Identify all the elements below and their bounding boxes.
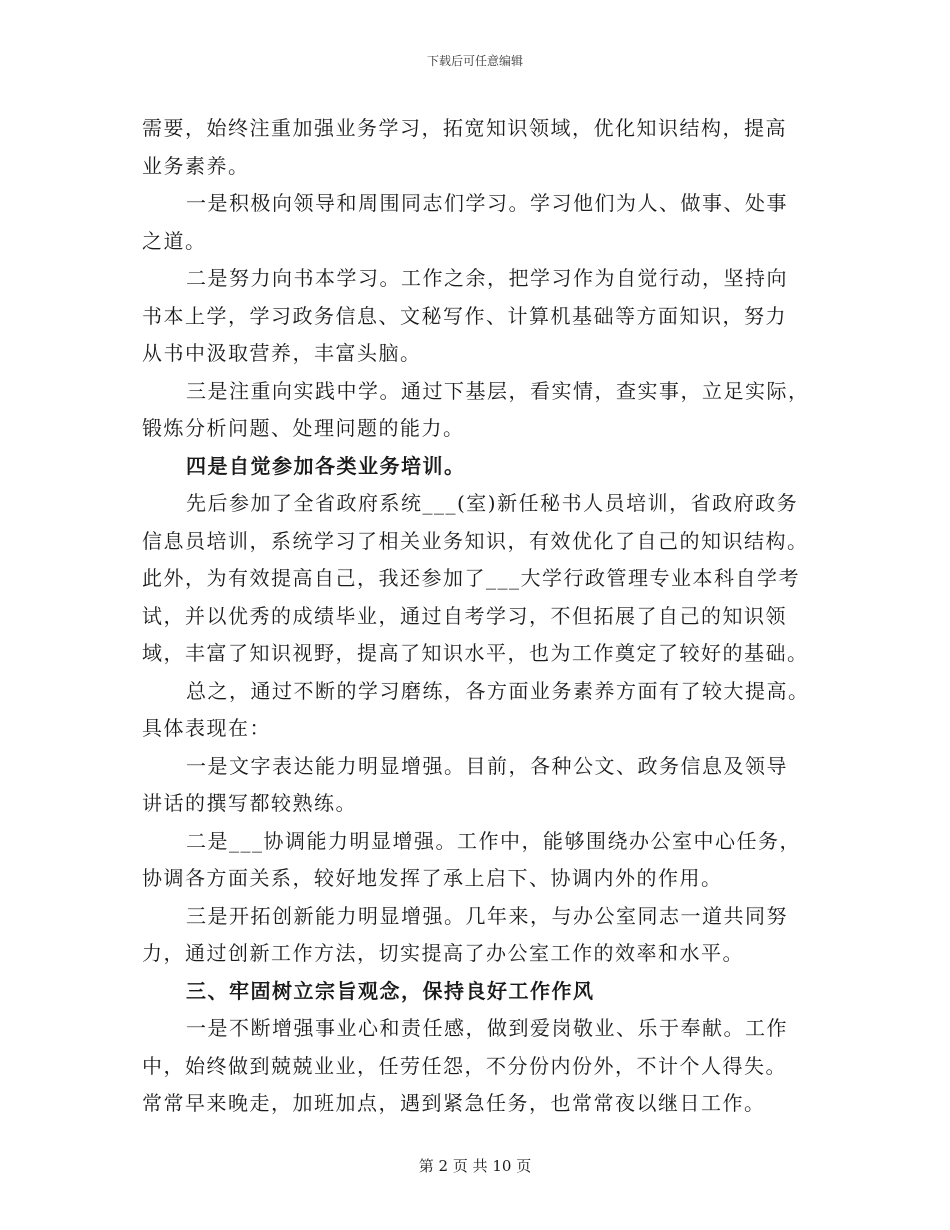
page-footer: 第 2 页 共 10 页 — [418, 1157, 532, 1175]
paragraph-line: 需要，始终注重加强业务学习，拓宽知识领域，优化知识结构，提高 — [142, 116, 787, 140]
paragraph-line: 二是努力向书本学习。工作之余，把学习作为自觉行动，坚持向 — [186, 266, 788, 290]
section-heading-line: 四是自觉参加各类业务培训。 — [186, 453, 466, 478]
paragraph-line: 从书中汲取营养，丰富头脑。 — [142, 341, 422, 365]
paragraph-line: 此外，为有效提高自己，我还参加了___大学行政管理专业本科自学考 — [142, 566, 800, 590]
paragraph-line: 三是开拓创新能力明显增强。几年来，与办公室同志一道共同努 — [186, 903, 788, 928]
paragraph-line: 试，并以优秀的成绩毕业，通过自考学习，不但拓展了自己的知识领 — [142, 603, 787, 628]
paragraph-line: 一是不断增强事业心和责任感，做到爱岗敬业、乐于奉献。工作 — [186, 1016, 788, 1040]
paragraph-line: 之道。 — [142, 228, 207, 253]
paragraph-line: 信息员培训，系统学习了相关业务知识，有效优化了自己的知识结构。 — [142, 528, 809, 553]
paragraph-line: 具体表现在： — [142, 716, 271, 740]
section-heading-line: 三、牢固树立宗旨观念，保持良好工作作风 — [186, 978, 595, 1003]
paragraph-line: 常常早来晚走，加班加点，遇到紧急任务，也常常夜以继日工作。 — [142, 1091, 766, 1115]
paragraph-line: 二是___协调能力明显增强。工作中，能够围绕办公室中心任务， — [186, 828, 801, 853]
paragraph-line: 锻炼分析问题、处理问题的能力。 — [142, 416, 465, 440]
paragraph-line: 域，丰富了知识视野，提高了知识水平，也为工作奠定了较好的基础。 — [142, 641, 809, 665]
document-body — [142, 110, 810, 1123]
paragraph-line: 业务素养。 — [142, 153, 250, 178]
paragraph-line: 一是文字表达能力明显增强。目前，各种公文、政务信息及领导 — [186, 753, 788, 778]
paragraph-line: 协调各方面关系，较好地发挥了承上启下、协调内外的作用。 — [142, 866, 723, 890]
paragraph-line: 先后参加了全省政府系统___(室)新任秘书人员培训，省政府政务 — [186, 491, 799, 515]
paragraph-line: 讲话的撰写都较熟练。 — [142, 791, 357, 815]
paragraph-line: 一是积极向领导和周围同志们学习。学习他们为人、做事、处事 — [186, 191, 788, 215]
paragraph-line: 总之，通过不断的学习磨练，各方面业务素养方面有了较大提高。 — [186, 678, 810, 703]
paragraph-line: 三是注重向实践中学。通过下基层，看实情，查实事，立足实际， — [186, 378, 810, 403]
paragraph-line: 书本上学，学习政务信息、文秘写作、计算机基础等方面知识，努力 — [142, 303, 787, 328]
paragraph-line: 中，始终做到兢兢业业，任劳任怨，不分份内份外，不计个人得失。 — [142, 1053, 787, 1078]
page-header: 下载后可任意编辑 — [426, 54, 523, 68]
paragraph-line: 力，通过创新工作方法，切实提高了办公室工作的效率和水平。 — [142, 941, 744, 965]
